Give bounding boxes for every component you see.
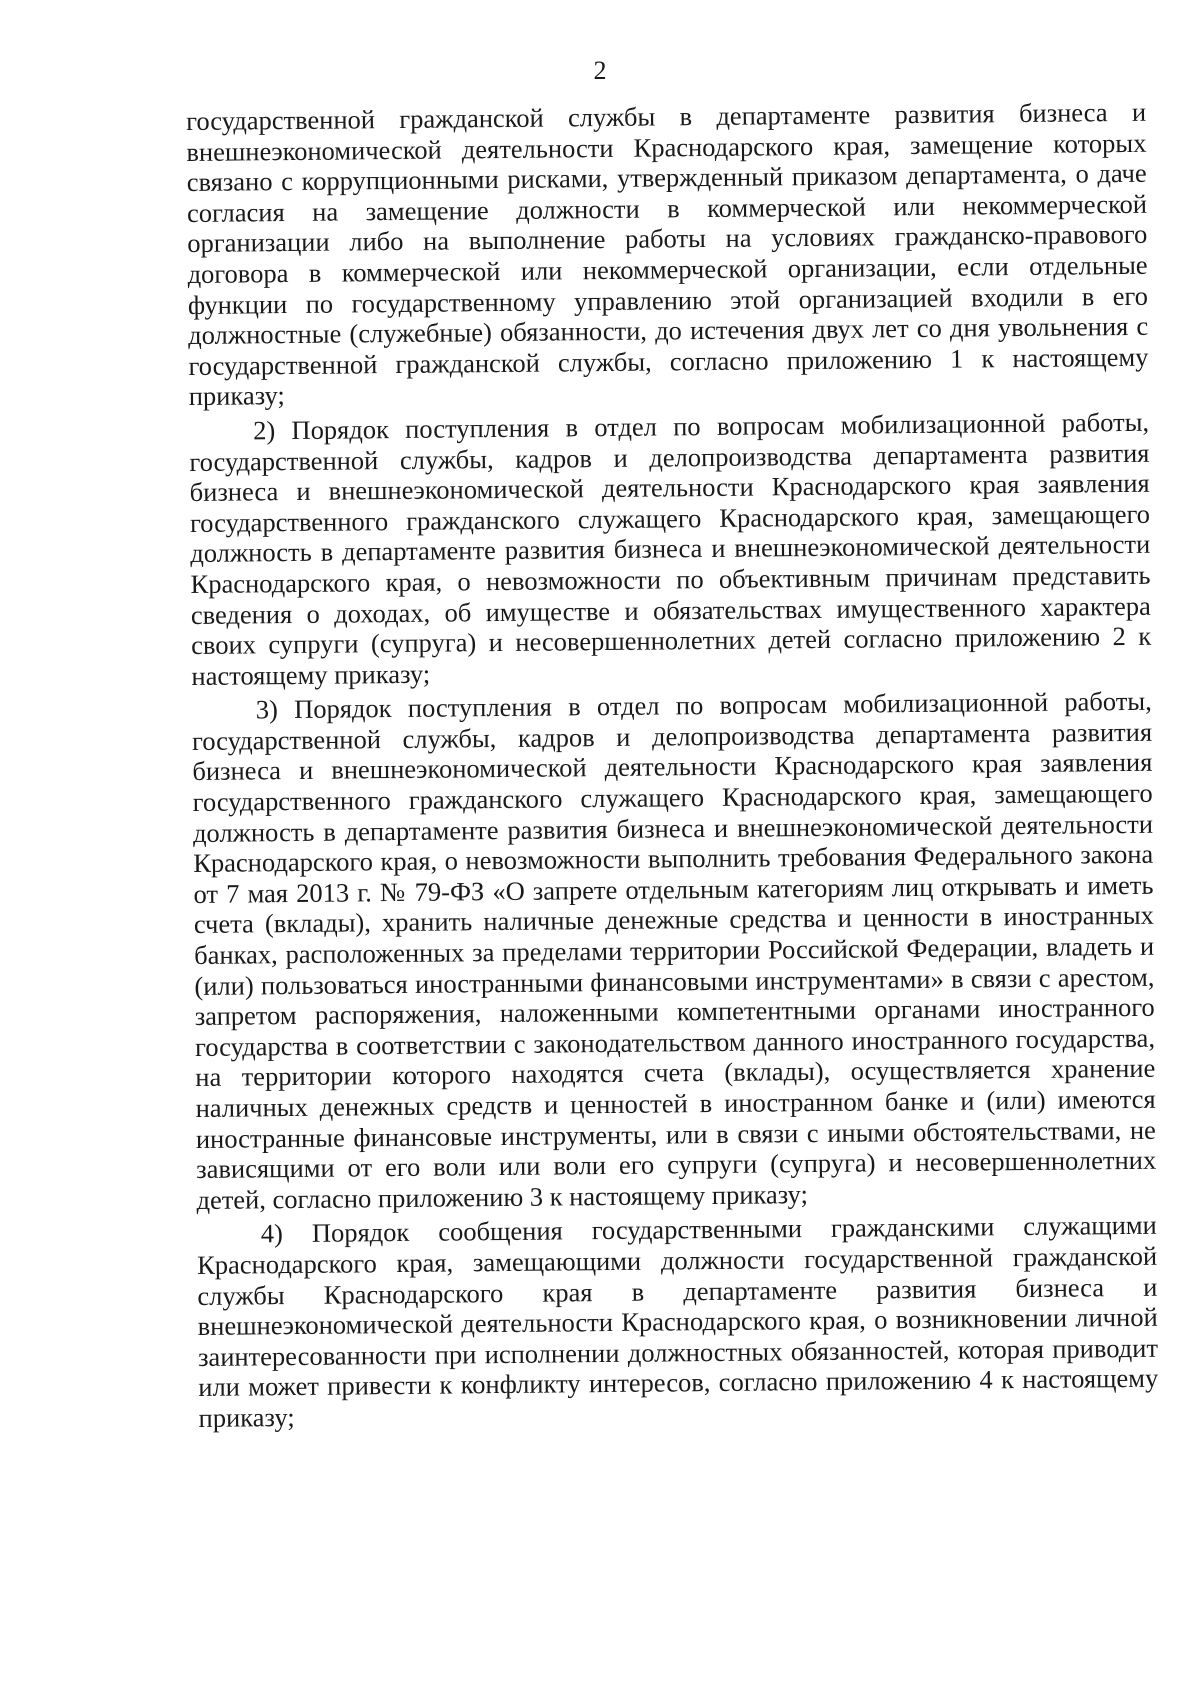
page-number: 2: [593, 56, 607, 85]
paragraph-item-3: 3) Порядок поступления в отдел по вопросам мобилизационной работы, государственной службы, кадров и делопроизводства департамента развития бизнеса и внешнеэкономической деятельности Краснодарского края заявления государственного гражданского служащего Краснодарского края, замещающего должность в департаменте развития бизнеса и внешнеэкономической деятельности Краснодарского края, о невозможности выполнить требования Федерального закона от 7 мая 2013 г. № 79-ФЗ «О запрете отдельным категориям лиц открывать и иметь счета (вклады), хранить наличные денежные средства и ценности в иностранных банках, расположенных за пределами территории Российской Федерации, владеть и (или) пользоваться иностранными финансовыми инструментами» в связи с арестом, запретом распоряжения, наложенными компетентными органами иностранного государства в соответствии с законодательством данного иностранного государства, на территории которого находятся счета (вклады), осуществляется хранение наличных денежных средств и ценностей в иностранном банке и (или) имеются иностранные финансовые инструменты, или в связи с иными обстоятельствами, не зависящими от его воли или воли его супруги (супруга) и несовершеннолетних детей, согласно приложению 3 к настоящему приказу;: [191, 686, 1157, 1215]
paragraph-continuation: государственной гражданской службы в департаменте развития бизнеса и внешнеэкономической деятельности Краснодарского края, замещение которых связано с коррупционными рисками, утвержденный приказом департамента, о даче согласия на замещение должности в коммерческой или некоммерческой организации либо на выполнение работы на условиях гражданско-правового договора в коммерческой или некоммерческой организации, если отдельные функции по государственному управлению этой организацией входили в его должностные (служебные) обязанности, до истечения двух лет со дня увольнения с государственной гражданской службы, согласно приложению 1 к настоящему приказу;: [186, 96, 1149, 412]
paragraph-item-2: 2) Порядок поступления в отдел по вопросам мобилизационной работы, государственной службы, кадров и делопроизводства департамента развития бизнеса и внешнеэкономической деятельности Краснодарского края заявления государственного гражданского служащего Краснодарского края, замещающего должность в департаменте развития бизнеса и внешнеэкономической деятельности Краснодарского края, о невозможности по объективным причинам представить сведения о доходах, об имуществе и обязательствах имущественного характера своих супруги (супруга) и несовершеннолетних детей согласно приложению 2 к настоящему приказу;: [189, 406, 1152, 691]
paragraph-item-4: 4) Порядок сообщения государственными гражданскими служащими Краснодарского края, замещающими должности государственной гражданской службы Краснодарского края в департаменте развития бизнеса и внешнеэкономической деятельности Краснодарского края, о возникновении личной заинтересованности при исполнении должностных обязанностей, которая приводит или может привести к конфликту интересов, согласно приложению 4 к настоящему приказу;: [196, 1210, 1159, 1433]
document-body: [186, 97, 1159, 1438]
